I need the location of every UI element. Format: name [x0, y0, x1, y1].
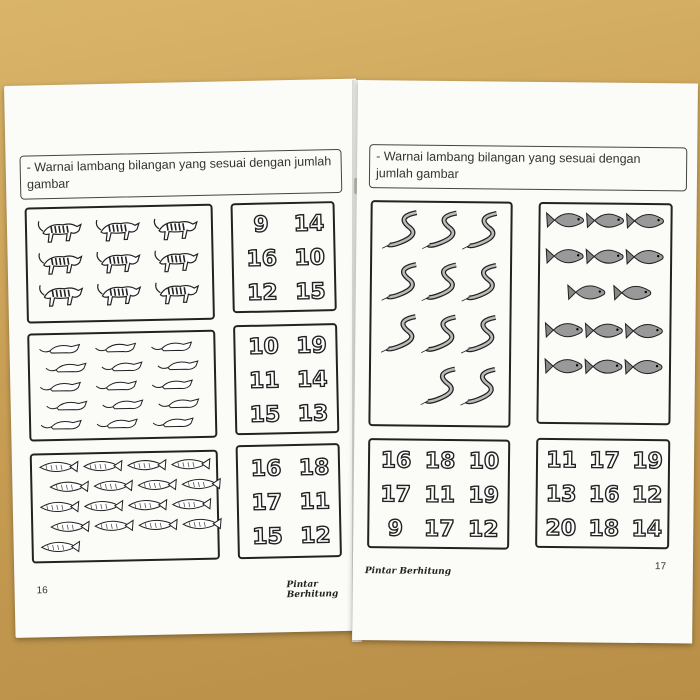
instruction-text: - Warnai lambang bilangan yang sesuai dengan jumlah gambar [375, 149, 641, 182]
picture-box-rats [27, 330, 217, 442]
catfish-icon [382, 264, 416, 300]
fish-icon [173, 499, 211, 510]
fish-icon [85, 501, 123, 512]
catfish-icon [422, 265, 456, 301]
rat-icon [46, 363, 86, 372]
number-option[interactable]: 19 [468, 483, 500, 509]
carp-icon [625, 360, 662, 374]
fish-icon [51, 521, 89, 532]
catfish-icon [462, 213, 496, 249]
carp-icon [626, 214, 663, 228]
number-option[interactable]: 18 [424, 448, 456, 475]
rat-icon [41, 420, 81, 429]
carp-icon [545, 323, 582, 337]
tiger-icon [38, 220, 81, 242]
fish-icon [182, 479, 220, 490]
catfish-icon [461, 317, 495, 353]
carp-icon [546, 249, 583, 263]
number-option[interactable]: 12 [467, 517, 499, 543]
rat-icon [158, 361, 198, 370]
number-option[interactable]: 11 [248, 368, 280, 394]
catfish-icon [461, 369, 495, 405]
fish-icon [84, 461, 122, 472]
number-option[interactable]: 11 [299, 489, 331, 515]
fish-group [32, 452, 218, 562]
tiger-icon [154, 218, 197, 240]
fish-icon [42, 542, 80, 553]
number-option[interactable]: 17 [423, 516, 455, 543]
fish-icon [95, 520, 133, 531]
carp-icon [585, 323, 622, 337]
number-option[interactable]: 11 [546, 447, 577, 474]
number-option[interactable]: 10 [247, 334, 280, 360]
number-option[interactable]: 15 [251, 524, 284, 550]
carp-icon [614, 286, 651, 300]
fish-icon [128, 460, 166, 471]
rat-icon [159, 399, 199, 408]
page-number: 16 [36, 585, 48, 597]
carp-icon [568, 285, 605, 299]
fish-icon [183, 519, 221, 530]
number-option[interactable]: 9 [253, 212, 269, 238]
number-option[interactable]: 14 [293, 211, 325, 237]
picture-box-catfish [368, 200, 512, 427]
tiger-icon [39, 252, 82, 274]
number-option[interactable]: 19 [295, 333, 328, 359]
catfish-icon [382, 212, 416, 248]
rat-icon [102, 362, 142, 371]
number-box-3 [236, 443, 342, 559]
catfish-icon [422, 213, 456, 249]
number-option[interactable]: 10 [294, 245, 326, 271]
number-option[interactable]: 9 [387, 516, 404, 542]
carp-group [538, 204, 670, 423]
rat-group [29, 332, 215, 440]
fish-icon [94, 480, 132, 491]
footer-title: Pintar Berhitung [364, 566, 452, 578]
number-option[interactable]: 10 [468, 449, 500, 475]
tiger-icon [96, 219, 139, 241]
left-page [4, 79, 367, 638]
number-option[interactable]: 16 [250, 456, 282, 482]
instruction-box [369, 144, 687, 191]
catfish-icon [421, 317, 455, 353]
number-option[interactable]: 15 [294, 279, 326, 305]
right-page [352, 80, 698, 644]
tiger-icon [98, 283, 141, 305]
rat-icon [152, 380, 192, 389]
tiger-group [27, 206, 213, 322]
number-option[interactable]: 19 [632, 448, 663, 475]
fish-icon [172, 459, 210, 470]
catfish-icon [462, 265, 496, 301]
number-option[interactable]: 18 [588, 516, 620, 542]
number-option[interactable]: 18 [298, 455, 330, 481]
fish-icon [138, 479, 176, 490]
picture-box-fish [30, 450, 220, 564]
instruction-text: - Warnai lambang bilangan yang sesuai dengan jumlah gambar [26, 154, 332, 192]
picture-box-carp [536, 202, 672, 425]
carp-icon [625, 324, 662, 338]
tiger-icon [97, 251, 140, 273]
number-box-4 [367, 438, 510, 549]
instruction-box [19, 149, 342, 200]
catfish-icon [381, 316, 415, 352]
carp-icon [546, 213, 583, 227]
rat-icon [95, 343, 135, 352]
number-option[interactable]: 17 [589, 448, 620, 474]
picture-box-tigers [25, 204, 215, 324]
number-option[interactable]: 12 [246, 280, 278, 306]
number-option[interactable]: 14 [631, 516, 663, 543]
rat-icon [39, 344, 79, 353]
rat-icon [47, 401, 87, 410]
number-option[interactable]: 17 [251, 490, 283, 516]
footer-title: Pintar Berhitung [286, 579, 339, 601]
rat-icon [96, 381, 136, 390]
carp-icon [626, 250, 663, 264]
number-box-1 [231, 201, 337, 313]
number-option[interactable]: 12 [299, 523, 332, 549]
number-option[interactable]: 16 [380, 448, 412, 474]
number-option[interactable]: 13 [545, 481, 577, 508]
rat-icon [40, 382, 80, 391]
carp-icon [585, 359, 622, 373]
carp-icon [586, 249, 623, 263]
page-number: 17 [654, 561, 667, 573]
tiger-icon [156, 282, 199, 304]
number-option[interactable]: 16 [588, 482, 620, 508]
fish-icon [50, 481, 88, 492]
rat-icon [103, 400, 143, 409]
number-option[interactable]: 15 [249, 402, 281, 428]
rat-icon [97, 419, 137, 428]
fish-icon [40, 462, 78, 473]
rat-icon [153, 418, 193, 427]
fish-icon [139, 519, 177, 530]
catfish-icon [421, 369, 455, 405]
number-option[interactable]: 20 [545, 515, 577, 542]
number-box-5 [535, 438, 670, 549]
carp-icon [586, 213, 623, 227]
rat-icon [151, 342, 191, 351]
tiger-icon [40, 284, 83, 306]
carp-icon [545, 359, 582, 373]
number-option[interactable]: 12 [631, 482, 663, 509]
number-option[interactable]: 11 [424, 482, 456, 509]
catfish-group [370, 202, 510, 425]
number-option[interactable]: 13 [297, 401, 329, 427]
number-option[interactable]: 14 [296, 367, 328, 393]
number-option[interactable]: 16 [246, 246, 278, 272]
fish-icon [129, 500, 167, 511]
tiger-icon [155, 250, 198, 272]
fish-icon [41, 502, 79, 513]
number-box-2 [233, 323, 339, 435]
number-option[interactable]: 17 [380, 482, 412, 508]
